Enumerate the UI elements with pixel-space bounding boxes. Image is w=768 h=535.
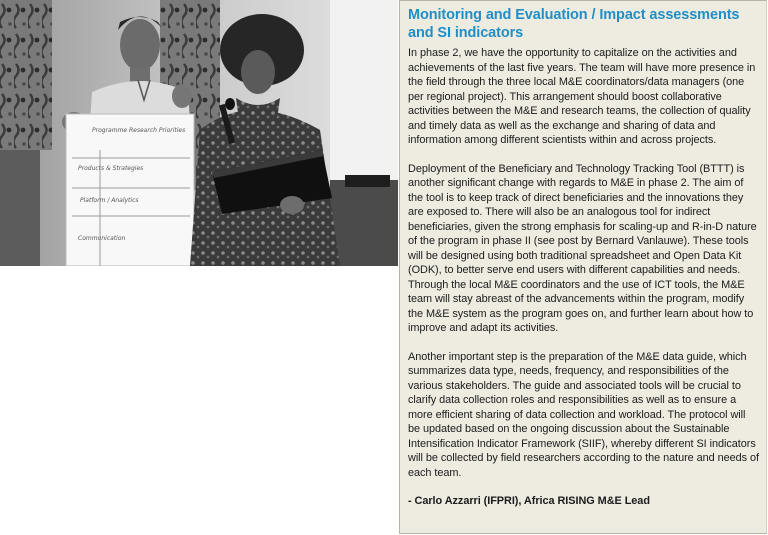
article-signature: - Carlo Azzarri (IFPRI), Africa RISING M&E Lead [408, 495, 650, 507]
article-paragraph-1: In phase 2, we have the opportunity to capitalize on the activities and achievements of the last five years. The team will have more presence in the field through the three local M&E coordinators/data managers (one per regional project). This arrangement should boost collaborative activities between the M&E and research teams, the collection of quality and timely data as well as the exchange and sharing of data and information among different scientists within and across projects. [408, 47, 756, 146]
article-paragraph-3: Another important step is the preparation of the M&E data guide, which summarizes data type, needs, frequency, and responsibilities of the various stakeholders. The guide and associated tools will be crucial to clarify data collection roles and responsibilities as well as to ensure a more efficient sharing of data collection and workload. The protocol will be updated based on the ongoing discussion about the Sustainable Intensification Indicator Framework (SIIF), whereby different SI indicators will be collected by field researchers according to the nature and needs of each team. [408, 350, 760, 479]
svg-text:Programme Research Priorities: Programme Research Priorities [92, 127, 186, 134]
svg-text:Products & Strategies: Products & Strategies [78, 165, 144, 172]
article-photo [0, 0, 398, 266]
flip-chart [66, 114, 194, 266]
article-paragraph-2: Deployment of the Beneficiary and Technology Tracking Tool (BTTT) is another significant change with regards to M&E in phase 2. The aim of the tool is to keep track of direct beneficiaries and the innovations they are exposed to. There will also be an analogous tool for indirect beneficiaries, given the strong emphasis for scaling-up and R-in-D nature of the program in phase II (see post by Bernard Vanlauwe). These tools will be designed using both traditional spreadsheet and Open Data Kit (ODK), to better serve end users with different capabilities and needs. Through the local M&E coordinators and the use of ICT tools, the M&E team will stay abreast of the advancements within the program, modify the M&E system as the program goes on, and further learn about how to improve and adapt its activities. [408, 162, 757, 334]
svg-text:Platform / Analytics: Platform / Analytics [80, 197, 139, 204]
article-panel [399, 0, 767, 534]
presenters-photo [0, 0, 398, 266]
article-title: Monitoring and Evaluation / Impact assessments and SI indicators [408, 7, 740, 41]
svg-text:Communication: Communication [78, 235, 126, 242]
